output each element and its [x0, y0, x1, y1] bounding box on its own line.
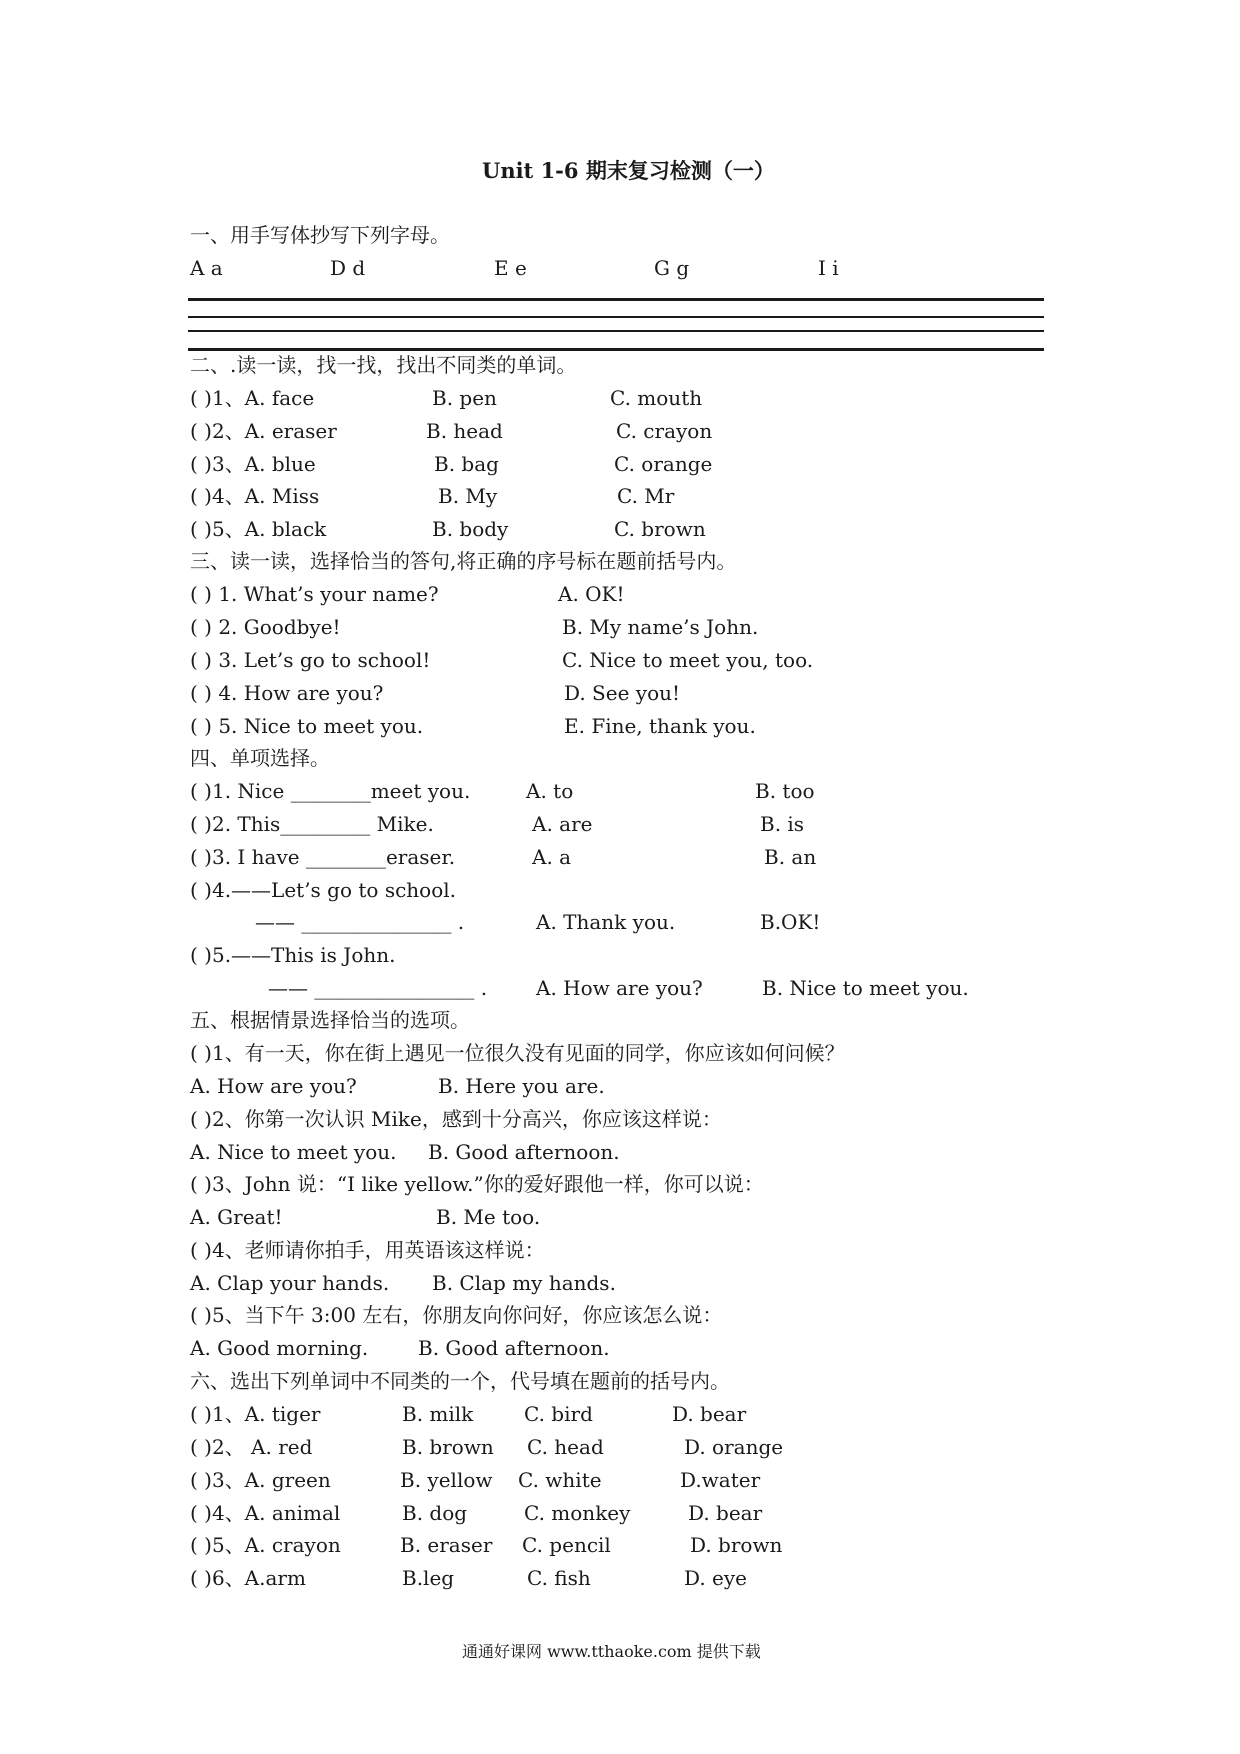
answer-blank: —— _______________ . [255, 910, 465, 934]
question: ( )3. I have ________eraser. [190, 845, 456, 869]
option-a: A. a [532, 845, 572, 869]
footer-credit: 通通好课网 www.tthaoke.com 提供下载 [462, 1642, 761, 1661]
option-c: C. mouth [610, 386, 703, 410]
answer-blank: —— ________________ . [268, 976, 488, 1000]
option-b: B. My [438, 484, 498, 508]
question-number: ( )4、A. animal [190, 1501, 341, 1525]
option-c: C. pencil [522, 1533, 611, 1557]
scenario-question: ( )1、有一天，你在街上遇见一位很久没有见面的同学，你应该如何问候？ [190, 1041, 845, 1065]
scenario-question: ( )4、老师请你拍手，用英语该这样说： [190, 1238, 545, 1262]
section-3-heading: 三、读一读，选择恰当的答句,将正确的序号标在题前括号内。 [190, 549, 737, 573]
page-title: Unit 1-6 期末复习检测（一） [482, 158, 775, 183]
option-a: A. Clap your hands. [190, 1271, 390, 1295]
question-number: ( )2、A. eraser [190, 419, 337, 443]
question: ( ) 2. Goodbye! [190, 615, 341, 639]
question-number: ( )4、A. Miss [190, 484, 320, 508]
section-5-heading: 五、根据情景选择恰当的选项。 [190, 1008, 470, 1032]
option-c: C. monkey [524, 1501, 631, 1525]
option-d: D. brown [690, 1533, 783, 1557]
option-b: B. Nice to meet you. [762, 976, 969, 1000]
answer-option: E. Fine, thank you. [564, 714, 756, 738]
answer-option: C. Nice to meet you, too. [562, 648, 814, 672]
option-b: B. milk [402, 1402, 474, 1426]
option-c: C. Mr [617, 484, 675, 508]
letter-pair: E e [494, 256, 527, 280]
option-a: A. Nice to meet you. [190, 1140, 397, 1164]
question: ( )5.——This is John. [190, 943, 396, 967]
option-b: B.OK! [760, 910, 821, 934]
question: ( ) 1. What’s your name? [190, 582, 439, 606]
option-b: B. too [755, 779, 815, 803]
option-c: C. fish [527, 1566, 591, 1590]
option-b: B. Here you are. [438, 1074, 605, 1098]
scenario-question: ( )2、你第一次认识 Mike，感到十分高兴，你应该这样说： [190, 1107, 722, 1131]
option-b: B. is [760, 812, 805, 836]
letter-pair: A a [190, 256, 223, 280]
question: ( ) 3. Let’s go to school! [190, 648, 431, 672]
writing-line [188, 348, 1044, 351]
answer-option: D. See you! [564, 681, 681, 705]
writing-line [188, 298, 1044, 301]
section-4-heading: 四、单项选择。 [190, 746, 330, 770]
option-d: D.water [680, 1468, 761, 1492]
option-b: B.leg [402, 1566, 455, 1590]
option-c: C. head [527, 1435, 604, 1459]
question: ( )4.——Let’s go to school. [190, 878, 456, 902]
option-a: A. are [532, 812, 593, 836]
question: ( ) 5. Nice to meet you. [190, 714, 424, 738]
question-number: ( )5、A. black [190, 517, 327, 541]
option-b: B. bag [434, 452, 499, 476]
option-b: B. Clap my hands. [432, 1271, 616, 1295]
option-b: B. yellow [400, 1468, 493, 1492]
letter-pair: I i [818, 256, 839, 280]
question-number: ( )3、A. green [190, 1468, 331, 1492]
option-d: D. eye [684, 1566, 748, 1590]
option-a: A. How are you? [190, 1074, 357, 1098]
option-d: D. bear [672, 1402, 747, 1426]
writing-line [188, 316, 1044, 318]
option-a: A. Thank you. [536, 910, 676, 934]
option-a: A. Great! [190, 1205, 283, 1229]
option-a: A. How are you? [536, 976, 703, 1000]
option-b: B. head [426, 419, 503, 443]
answer-option: B. My name’s John. [562, 615, 759, 639]
writing-line [188, 330, 1044, 332]
option-c: C. brown [614, 517, 706, 541]
question-number: ( )5、A. crayon [190, 1533, 341, 1557]
question-number: ( )1、A. tiger [190, 1402, 321, 1426]
option-c: C. orange [614, 452, 713, 476]
option-b: B. pen [432, 386, 497, 410]
option-b: B. dog [402, 1501, 468, 1525]
option-c: C. bird [524, 1402, 593, 1426]
question: ( )1. Nice ________meet you. [190, 779, 471, 803]
question: ( )2. This_________ Mike. [190, 812, 434, 836]
option-a: A. Good morning. [190, 1336, 369, 1360]
question: ( ) 4. How are you? [190, 681, 384, 705]
letter-pair: G g [654, 256, 690, 280]
answer-option: A. OK! [558, 582, 625, 606]
option-b: B. an [764, 845, 817, 869]
option-b: B. brown [402, 1435, 494, 1459]
scenario-question: ( )5、当下午 3:00 左右，你朋友向你问好，你应该怎么说： [190, 1303, 723, 1327]
question-number: ( )6、A.arm [190, 1566, 306, 1590]
question-number: ( )1、A. face [190, 386, 315, 410]
scenario-question: ( )3、John 说：“I like yellow.”你的爱好跟他一样，你可以说： [190, 1172, 764, 1196]
option-d: D. orange [684, 1435, 784, 1459]
option-b: B. Good afternoon. [428, 1140, 620, 1164]
option-c: C. white [518, 1468, 602, 1492]
section-1-heading: 一、用手写体抄写下列字母。 [190, 223, 450, 247]
option-b: B. Me too. [436, 1205, 541, 1229]
option-a: A. to [526, 779, 574, 803]
question-number: ( )2、 A. red [190, 1435, 313, 1459]
section-2-heading: 二、.读一读，找一找，找出不同类的单词。 [190, 353, 577, 377]
section-6-heading: 六、选出下列单词中不同类的一个，代号填在题前的括号内。 [190, 1369, 730, 1393]
question-number: ( )3、A. blue [190, 452, 316, 476]
letter-pair: D d [330, 256, 366, 280]
option-d: D. bear [688, 1501, 763, 1525]
option-b: B. eraser [400, 1533, 493, 1557]
option-b: B. body [432, 517, 509, 541]
option-c: C. crayon [616, 419, 713, 443]
option-b: B. Good afternoon. [418, 1336, 610, 1360]
